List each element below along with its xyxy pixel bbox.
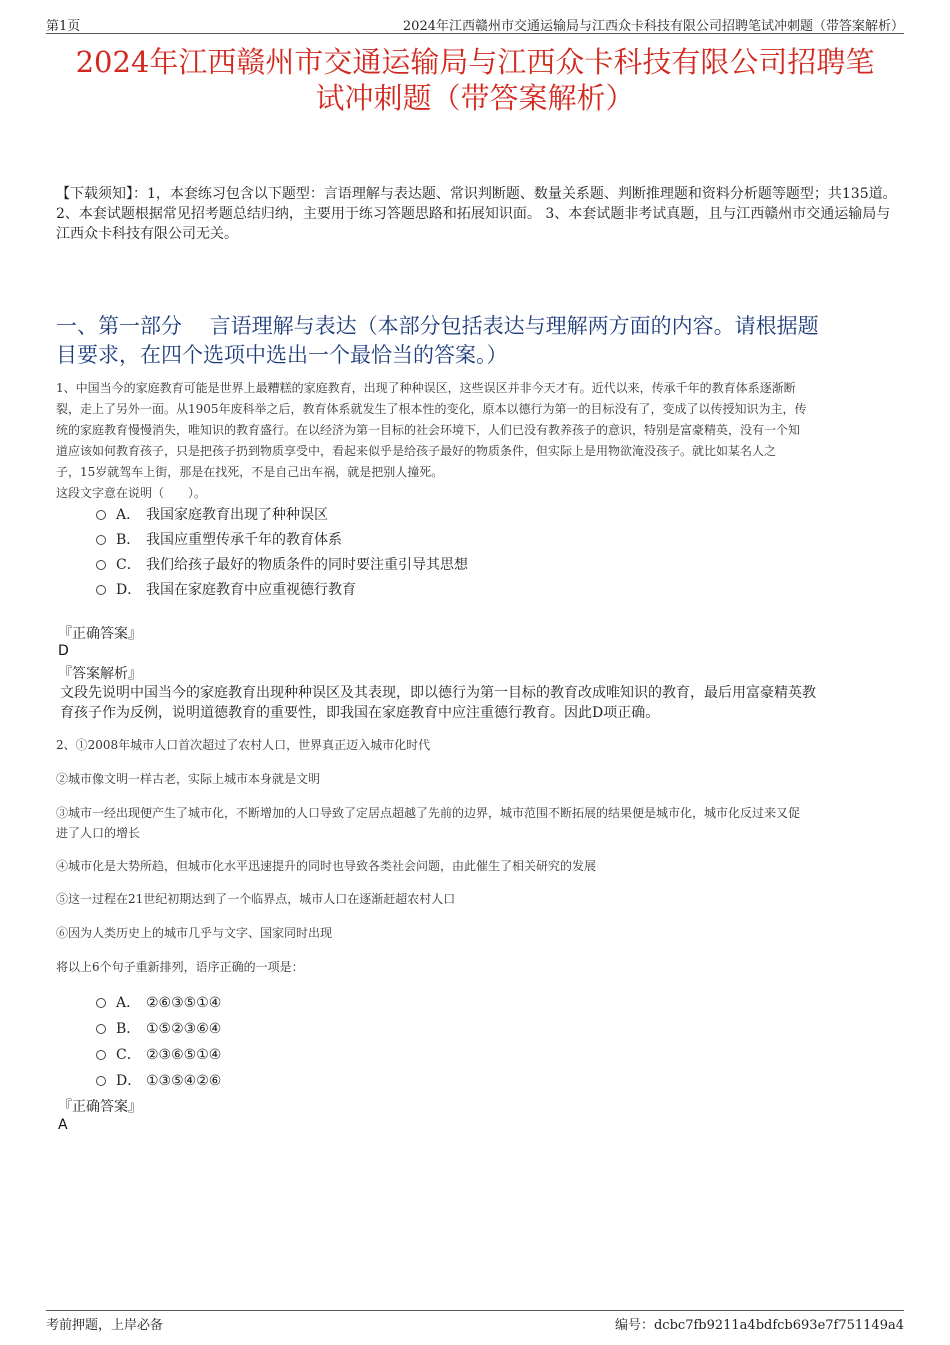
analysis-line: 育孩子作为反例，说明道德教育的重要性，即我国在家庭教育中应注重德行教育。因此D项正确。 xyxy=(60,705,660,721)
question-1-stem xyxy=(56,378,902,504)
footer-slogan: 考前押题，上岸必备 xyxy=(46,1318,164,1333)
answer-label: 『正确答案』 xyxy=(58,626,142,642)
option-a[interactable] xyxy=(96,503,468,527)
option-letter: D． xyxy=(116,1073,142,1089)
option-text: 我国应重塑传承千年的教育体系 xyxy=(146,532,342,548)
option-letter: A． xyxy=(116,995,141,1011)
analysis-label: 『答案解析』 xyxy=(58,666,142,682)
option-c[interactable] xyxy=(96,1043,221,1067)
sentence-line: ③城市一经出现便产生了城市化，不断增加的人口导致了定居点超越了先前的边界，城市范围不断拓展的结果便是城市化，城市化反过来又促 xyxy=(56,806,801,820)
option-a[interactable] xyxy=(96,991,221,1015)
option-d[interactable] xyxy=(96,578,468,602)
question-1-line: 统的家庭教育慢慢消失，唯知识的教育盛行。在以经济为第一目标的社会环境下，人们已没有教养孩子的意识，特别是富豪精英，没有一个知 xyxy=(56,423,801,437)
option-text: ②③⑥⑤①④ xyxy=(146,1047,222,1063)
answer-analysis xyxy=(60,683,902,723)
question-2-sentence-4: ④城市化是大势所趋，但城市化水平迅速提升的同时也导致各类社会问题，由此催生了相关研究的发展 xyxy=(56,859,597,873)
radio-icon[interactable] xyxy=(96,1050,106,1060)
option-text: ②⑥③⑤①④ xyxy=(146,995,222,1011)
option-text: 我国家庭教育出现了种种误区 xyxy=(146,507,328,523)
header-doc-title: 2024年江西赣州市交通运输局与江西众卡科技有限公司招聘笔试冲刺题（带答案解析） xyxy=(402,19,904,34)
answer-label: 『正确答案』 xyxy=(58,1099,142,1115)
question-1-line: 裂，走上了另外一面。从1905年废科举之后，教育体系就发生了根本性的变化，原本以德行为第一的目标没有了，变成了以传授知识为主，传 xyxy=(56,402,807,416)
radio-icon[interactable] xyxy=(96,585,106,595)
option-letter: B． xyxy=(116,532,141,548)
radio-icon[interactable] xyxy=(96,998,106,1008)
correct-answer: D xyxy=(58,643,69,659)
analysis-line: 文段先说明中国当今的家庭教育出现种种误区及其表现，即以德行为第一目标的教育改成唯知识的教育，最后用富豪精英教 xyxy=(60,685,816,701)
footer-divider xyxy=(46,1310,904,1311)
title-line-2: 试冲刺题（带答案解析） xyxy=(315,81,635,115)
section-heading-line-1: 一、第一部分 言语理解与表达（本部分包括表达与理解两方面的内容。请根据题 xyxy=(56,314,819,338)
sentence-line: 进了人口的增长 xyxy=(56,826,141,840)
header-divider xyxy=(46,33,904,34)
option-letter: B． xyxy=(116,1021,141,1037)
document-id: 编号：dcbc7fb9211a4bdfcb693e7f751149a4 xyxy=(614,1318,904,1333)
question-2-options xyxy=(96,991,221,1093)
question-1-line: 1、中国当今的家庭教育可能是世界上最糟糕的家庭教育，出现了种种误区，这些误区并非今天才有。近代以来，传承千年的教育体系逐渐断 xyxy=(56,381,796,395)
question-1-line: 子，15岁就驾车上街，那是在找死，不是自己出车祸，就是把别人撞死。 xyxy=(56,465,444,479)
question-1-line: 道应该如何教育孩子，只是把孩子扔到物质享受中，看起来似乎是给孩子最好的物质条件，但实际上是用物欲淹没孩子。就比如某名人之 xyxy=(56,444,777,458)
option-text: ①⑤②③⑥④ xyxy=(146,1021,222,1037)
option-text: 我国在家庭教育中应重视德行教育 xyxy=(146,582,356,598)
page-number: 第1页 xyxy=(46,19,81,34)
download-notice: 【下载须知】：1，本套练习包含以下题型：言语理解与表达题、常识判断题、数量关系题、判断推理题和资料分析题等题型；共135道。 2、本套试题根据常见招考题总结归纳，主要用于练习答题思路和拓展知识面。 3、本套试题非考试真题，且与江西赣州市交通运输局与江西众卡科技有限公司无关。 xyxy=(56,186,897,242)
question-1-options xyxy=(96,503,468,602)
option-d[interactable] xyxy=(96,1069,221,1093)
question-2-sentence-1: 2、①2008年城市人口首次超过了农村人口，世界真正迈入城市化时代 xyxy=(56,738,431,752)
radio-icon[interactable] xyxy=(96,560,106,570)
option-text: 我们给孩子最好的物质条件的同时要注重引导其思想 xyxy=(146,557,468,573)
question-1-prompt: 这段文字意在说明（ ）。 xyxy=(56,486,207,500)
option-letter: D． xyxy=(116,582,142,598)
question-2-sentence-3 xyxy=(56,803,902,843)
option-letter: A． xyxy=(116,507,141,523)
question-2-sentence-2: ②城市像文明一样古老，实际上城市本身就是文明 xyxy=(56,772,321,786)
radio-icon[interactable] xyxy=(96,1076,106,1086)
section-heading-line-2: 目要求，在四个选项中选出一个最恰当的答案。） xyxy=(56,343,508,367)
option-text: ①③⑤④②⑥ xyxy=(146,1073,222,1089)
radio-icon[interactable] xyxy=(96,1024,106,1034)
option-letter: C． xyxy=(116,557,141,573)
question-2-sentence-6: ⑥因为人类历史上的城市几乎与文字、国家同时出现 xyxy=(56,926,333,940)
question-2-sentence-5: ⑤这一过程在21世纪初期达到了一个临界点，城市人口在逐渐赶超农村人口 xyxy=(56,892,456,906)
question-2-prompt: 将以上6个句子重新排列，语序正确的一项是： xyxy=(56,960,304,974)
radio-icon[interactable] xyxy=(96,510,106,520)
option-letter: C． xyxy=(116,1047,141,1063)
page-title xyxy=(40,44,910,116)
option-b[interactable] xyxy=(96,1017,221,1041)
radio-icon[interactable] xyxy=(96,535,106,545)
section-heading xyxy=(56,312,902,370)
option-c[interactable] xyxy=(96,553,468,577)
correct-answer: A xyxy=(58,1117,68,1133)
title-line-1: 2024年江西赣州市交通运输局与江西众卡科技有限公司招聘笔 xyxy=(75,45,875,79)
option-b[interactable] xyxy=(96,528,468,552)
